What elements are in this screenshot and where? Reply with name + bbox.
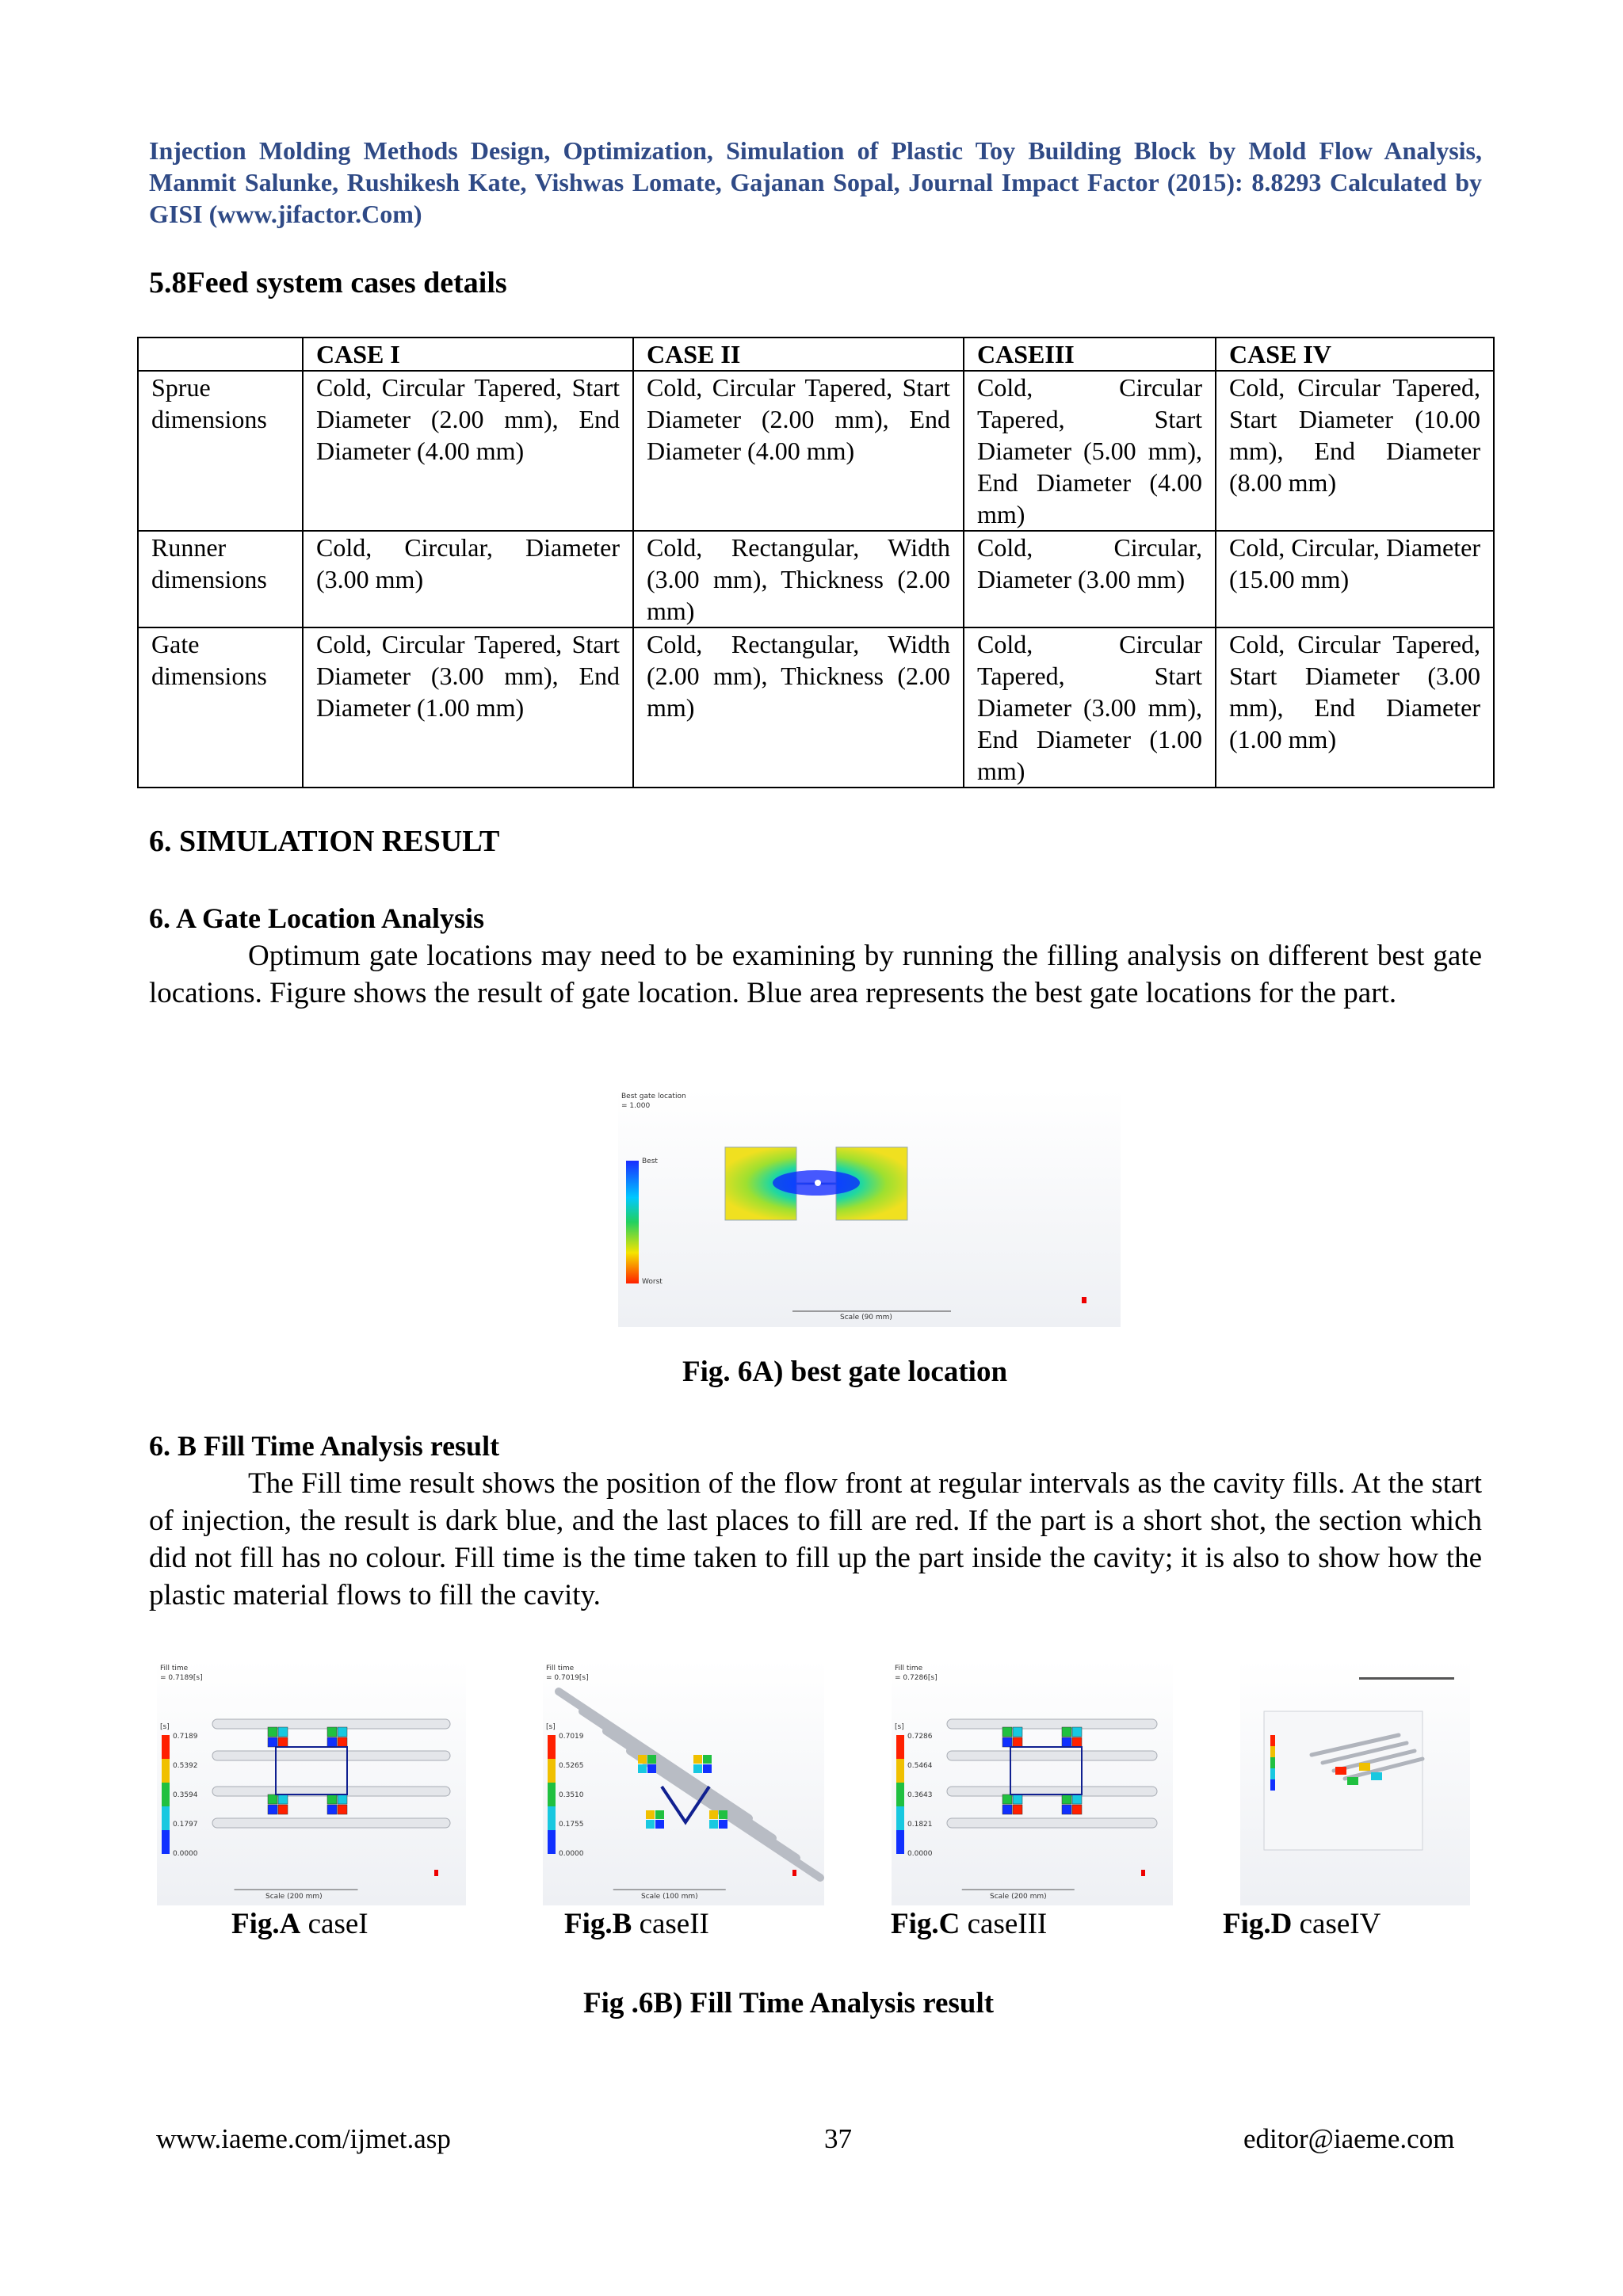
part-block <box>1062 1737 1071 1747</box>
part-block <box>1371 1772 1382 1780</box>
table-header-cell: CASE IV <box>1216 338 1494 371</box>
paragraph-6a <box>149 937 1482 1012</box>
legend-segment <box>548 1806 556 1830</box>
legend-tick-label: 0.7286 <box>907 1733 933 1741</box>
part-block <box>638 1755 647 1764</box>
fill-time-value: = 0.7286[s] <box>895 1674 938 1682</box>
legend-segment <box>162 1830 170 1854</box>
fill-time-title: Fill time <box>160 1665 189 1672</box>
legend-tick-label: 0.3510 <box>559 1791 584 1799</box>
inset-header-bar <box>1359 1677 1454 1680</box>
part-block <box>1062 1805 1071 1814</box>
subfig-caption-b <box>564 1907 709 1942</box>
scale-label: Scale (200 mm) <box>990 1893 1047 1901</box>
part-block <box>1072 1727 1082 1737</box>
running-header: Injection Molding Methods Design, Optimization, Simulation of Plastic Toy Building Block by Mold Flow Analysis, Manmit Salunke, Rushikesh Kate, Vishwas Lomate, Gajanan Sopal, Journal Impact Factor (2015): 8.8293 Calculated by GISI (www.jifactor.Com) <box>149 136 1482 228</box>
subfig-a <box>157 1660 466 1905</box>
part-block <box>278 1737 288 1747</box>
fill-time-title: Fill time <box>546 1665 575 1672</box>
subfig-caption-c <box>891 1907 1047 1942</box>
fill-time-value: = 0.7189[s] <box>160 1674 203 1682</box>
table-cell: Cold, Circular, Diameter (3.00 mm) <box>303 531 633 627</box>
legend-segment <box>162 1806 170 1830</box>
legend-tick-label: 0.1797 <box>173 1821 198 1829</box>
runner-tube <box>212 1818 450 1828</box>
fig6a-plot <box>618 1089 1121 1327</box>
subfig-c <box>892 1660 1173 1905</box>
caption-prefix: Fig.B <box>564 1908 632 1940</box>
paragraph-6b-text: The Fill time result shows the position of the flow front at regular intervals as the cavity fills. At the start of injection, the result is dark blue, and the last places to fill are red. If the part is a short shot, the section which did not fill has no colour. Fill time is the time taken to fill up the part inside the cavity; it is also to show how the plastic material flows to fill the cavity. <box>149 1467 1482 1611</box>
table-header-cell <box>138 338 303 371</box>
part-block <box>1062 1794 1071 1804</box>
table-header-cell: CASE II <box>633 338 964 371</box>
legend-tick-label: 0.1755 <box>559 1821 584 1829</box>
table-cell: Cold, Circular, Diameter (3.00 mm) <box>964 531 1216 627</box>
part-block <box>1002 1805 1012 1814</box>
legend-segment <box>896 1806 904 1830</box>
legend-tick-label: 0.3643 <box>907 1791 933 1799</box>
fig6a-legend-bar <box>626 1161 639 1283</box>
runner-tube <box>947 1818 1157 1828</box>
fig6a-worst-label: Worst <box>642 1278 663 1286</box>
legend-segment <box>548 1783 556 1806</box>
part-block <box>1072 1805 1082 1814</box>
feed-system-table <box>137 337 1495 788</box>
part-block <box>693 1755 702 1764</box>
legend-tick-label: 0.7189 <box>173 1733 198 1741</box>
part-block <box>655 1810 664 1819</box>
table-row <box>138 627 1494 788</box>
part-block <box>327 1727 337 1737</box>
fig6a-gate-marker <box>815 1180 821 1186</box>
part-block <box>719 1810 727 1819</box>
subfig-caption-a <box>231 1907 369 1942</box>
table-header-cell: CASEIII <box>964 338 1216 371</box>
scale-label: Scale (200 mm) <box>265 1893 323 1901</box>
part-block <box>1072 1794 1082 1804</box>
part-block <box>1002 1727 1012 1737</box>
subfig-b <box>543 1660 824 1905</box>
section-heading-6b: 6. B Fill Time Analysis result <box>149 1430 500 1462</box>
legend-segment <box>896 1783 904 1806</box>
table-cell: Cold, Circular Tapered, Start Diameter (2.00 mm), End Diameter (4.00 mm) <box>633 371 964 531</box>
part-block <box>327 1737 337 1747</box>
caption-prefix: Fig.D <box>1223 1908 1293 1940</box>
legend-segment <box>1270 1779 1275 1791</box>
part-block <box>1359 1763 1370 1771</box>
part-block <box>268 1737 277 1747</box>
part-block <box>709 1810 718 1819</box>
fill-time-unit: [s] <box>895 1723 904 1731</box>
part-block <box>693 1764 702 1773</box>
legend-tick-label: 0.7019 <box>559 1733 584 1741</box>
fill-time-unit: [s] <box>546 1723 556 1731</box>
fill-time-value: = 0.7019[s] <box>546 1674 589 1682</box>
legend-segment <box>548 1759 556 1783</box>
part-block <box>338 1805 347 1814</box>
axis-triad <box>434 1870 438 1876</box>
legend-segment <box>1270 1746 1275 1757</box>
legend-tick-label: 0.3594 <box>173 1791 198 1799</box>
figure-6a-best-gate-location <box>618 1089 1121 1327</box>
fig6a-value: = 1.000 <box>621 1102 651 1110</box>
part-block <box>278 1727 288 1737</box>
part-block <box>1062 1727 1071 1737</box>
caption-name: caseIV <box>1292 1908 1381 1940</box>
part-block <box>1002 1794 1012 1804</box>
subfig-d-plot <box>1240 1660 1470 1905</box>
table-cell: Cold, Circular Tapered, Start Diameter (3.00 mm), End Diameter (1.00 mm) <box>964 627 1216 788</box>
legend-tick-label: 0.5392 <box>173 1762 198 1770</box>
paragraph-6a-text: Optimum gate locations may need to be examining by running the filling analysis on different best gate locations. Figure shows the result of gate location. Blue area represents the best gate locations for the part. <box>149 940 1482 1009</box>
part-block <box>655 1820 664 1829</box>
part-block <box>709 1820 718 1829</box>
table-cell: Cold, Rectangular, Width (2.00 mm), Thickness (2.00 mm) <box>633 627 964 788</box>
part-block <box>327 1805 337 1814</box>
fill-time-title: Fill time <box>895 1665 923 1672</box>
part-block <box>647 1755 656 1764</box>
part-block <box>1002 1737 1012 1747</box>
inset-frame <box>1264 1711 1423 1850</box>
fig6a-scale-label: Scale (90 mm) <box>840 1314 892 1322</box>
part-block <box>646 1810 655 1819</box>
subfig-d <box>1240 1660 1470 1905</box>
part-block <box>278 1805 288 1814</box>
legend-segment <box>162 1759 170 1783</box>
runner-tube <box>212 1751 450 1760</box>
table-header-cell: CASE I <box>303 338 633 371</box>
legend-segment <box>548 1830 556 1854</box>
table-cell: Cold, Circular Tapered, Start Diameter (10.00 mm), End Diameter (8.00 mm) <box>1216 371 1494 531</box>
subfig-caption-d <box>1223 1907 1381 1942</box>
axis-triad <box>1141 1870 1145 1876</box>
runner-tube <box>947 1719 1157 1729</box>
legend-tick-label: 0.0000 <box>173 1850 198 1858</box>
scale-label: Scale (100 mm) <box>641 1893 698 1901</box>
part-block <box>1013 1805 1022 1814</box>
table-cell: Cold, Circular Tapered, Start Diameter (5.00 mm), End Diameter (4.00 mm) <box>964 371 1216 531</box>
legend-tick-label: 0.0000 <box>907 1850 933 1858</box>
fill-time-unit: [s] <box>160 1723 170 1731</box>
row-label: Runner dimensions <box>138 531 303 627</box>
table-header-row <box>138 338 1494 371</box>
legend-segment <box>896 1735 904 1759</box>
subfig-c-plot <box>892 1660 1173 1905</box>
part-block <box>703 1755 712 1764</box>
legend-segment <box>896 1759 904 1783</box>
legend-tick-label: 0.0000 <box>559 1850 584 1858</box>
legend-segment <box>1270 1768 1275 1779</box>
part-block <box>278 1794 288 1804</box>
subfig-a-plot <box>157 1660 466 1905</box>
part-block <box>268 1805 277 1814</box>
footer-website: www.iaeme.com/ijmet.asp <box>156 2123 451 2154</box>
fig6a-axis-triad <box>1082 1297 1086 1303</box>
figure-6b-caption: Fig .6B) Fill Time Analysis result <box>583 1987 995 2019</box>
footer-email: editor@iaeme.com <box>1243 2123 1455 2154</box>
legend-tick-label: 0.5265 <box>559 1762 584 1770</box>
part-block <box>1335 1767 1346 1775</box>
subfig-b-plot <box>543 1660 824 1905</box>
part-block <box>338 1727 347 1737</box>
section-heading-5-8: 5.8Feed system cases details <box>149 266 507 299</box>
part-block <box>338 1737 347 1747</box>
part-block <box>268 1794 277 1804</box>
part-block <box>719 1820 727 1829</box>
axis-triad <box>792 1870 796 1876</box>
part-block <box>1013 1737 1022 1747</box>
table-cell: Cold, Circular Tapered, Start Diameter (3.00 mm), End Diameter (1.00 mm) <box>303 627 633 788</box>
table-cell: Cold, Circular Tapered, Start Diameter (3.00 mm), End Diameter (1.00 mm) <box>1216 627 1494 788</box>
table-cell: Cold, Circular Tapered, Start Diameter (2.00 mm), End Diameter (4.00 mm) <box>303 371 633 531</box>
table-cell: Cold, Circular, Diameter (15.00 mm) <box>1216 531 1494 627</box>
fig6a-best-label: Best <box>642 1158 658 1165</box>
row-label: Sprue dimensions <box>138 371 303 531</box>
caption-prefix: Fig.A <box>231 1908 301 1940</box>
fig6a-title: Best gate location <box>621 1093 686 1100</box>
legend-tick-label: 0.1821 <box>907 1821 933 1829</box>
legend-segment <box>896 1830 904 1854</box>
part-block <box>1013 1727 1022 1737</box>
caption-name: caseIII <box>960 1908 1048 1940</box>
figure-6a-caption: Fig. 6A) best gate location <box>682 1356 1008 1388</box>
footer-page-number: 37 <box>824 2123 852 2154</box>
legend-segment <box>162 1783 170 1806</box>
part-block <box>646 1820 655 1829</box>
table-cell: Cold, Rectangular, Width (3.00 mm), Thickness (2.00 mm) <box>633 531 964 627</box>
legend-segment <box>1270 1757 1275 1768</box>
part-block <box>647 1764 656 1773</box>
legend-segment <box>1270 1735 1275 1746</box>
legend-segment <box>548 1735 556 1759</box>
section-heading-6a: 6. A Gate Location Analysis <box>149 902 485 934</box>
paragraph-6b <box>149 1465 1482 1614</box>
legend-tick-label: 0.5464 <box>907 1762 933 1770</box>
section-heading-6: 6. SIMULATION RESULT <box>149 825 500 858</box>
part-block <box>703 1764 712 1773</box>
part-block <box>327 1794 337 1804</box>
part-block <box>1072 1737 1082 1747</box>
table-row <box>138 371 1494 531</box>
runner-tube <box>947 1751 1157 1760</box>
row-label: Gate dimensions <box>138 627 303 788</box>
part-block <box>338 1794 347 1804</box>
part-block <box>1347 1777 1358 1785</box>
table-row <box>138 531 1494 627</box>
caption-prefix: Fig.C <box>891 1908 960 1940</box>
caption-name: caseII <box>632 1908 709 1940</box>
part-block <box>638 1764 647 1773</box>
part-block <box>1013 1794 1022 1804</box>
part-block <box>268 1727 277 1737</box>
legend-segment <box>162 1735 170 1759</box>
caption-name: caseI <box>300 1908 369 1940</box>
